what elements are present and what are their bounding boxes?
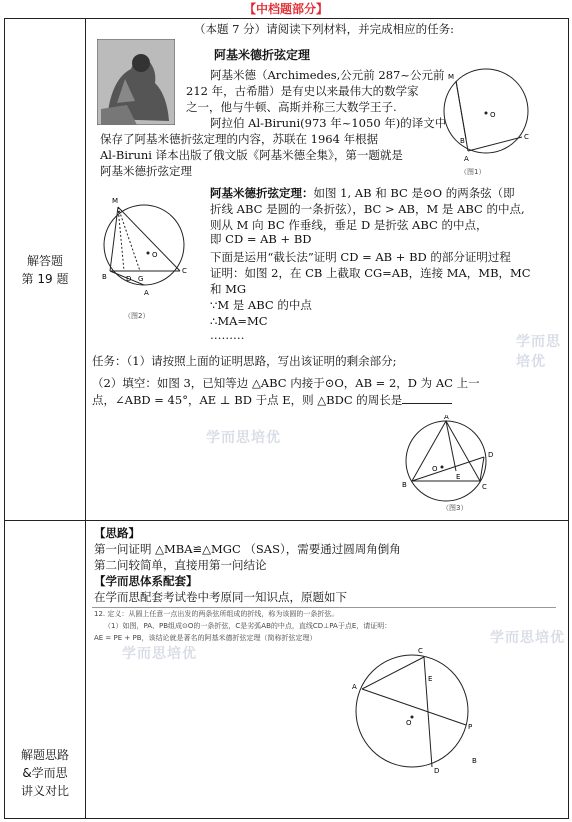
- svg-text:B: B: [472, 757, 477, 765]
- excerpt-diagram: [348, 645, 488, 775]
- worksheet-table: [4, 18, 569, 819]
- theorem-heading: 阿基米德折弦定理: [214, 48, 311, 62]
- figure-3-diagram: [398, 415, 502, 515]
- analysis-heading: 【思路】: [94, 526, 140, 540]
- text-line: 阿基米德折弦定理: [100, 164, 192, 178]
- row-label-problem: [5, 19, 86, 521]
- watermark-text: 学而思培优: [490, 630, 565, 646]
- analysis-line: 第一问证明 △MBA≌△MGC （SAS），需要通过圆周角倒角: [94, 542, 401, 556]
- svg-text:M: M: [448, 73, 455, 81]
- watermark-text: 学而思培优: [122, 646, 197, 662]
- svg-text:D: D: [488, 451, 494, 459]
- figure-1-caption: （图1）: [460, 168, 486, 176]
- label-line: 解答题: [26, 253, 63, 268]
- row-label-analysis: [5, 521, 86, 819]
- task-line: 任务：（1）请按照上面的证明思路，写出该证明的剩余部分;: [92, 354, 397, 368]
- svg-text:O: O: [152, 251, 158, 259]
- svg-text:C: C: [482, 483, 487, 491]
- label-line: 讲义对比: [20, 784, 69, 798]
- label-line: &学而思: [22, 766, 68, 780]
- analysis-line: 第二问较简单，直接用第一问结论: [94, 558, 267, 572]
- text-line: ∴MA=MC: [210, 314, 268, 328]
- svg-text:O: O: [490, 111, 496, 119]
- excerpt-line: （1）如图，PA、PB组成⊙O的一条折弦，C是劣弧AB的中点，直线CD⊥PA于点E，请证明：: [104, 622, 392, 630]
- svg-text:O: O: [432, 465, 438, 473]
- svg-text:A: A: [464, 155, 469, 163]
- excerpt-line: 12. 定义：从圆上任意一点出发的两条弦所组成的折线，称为该圆的一条折弦。: [94, 610, 339, 618]
- figure-2-caption: （图2）: [124, 312, 150, 320]
- svg-text:C: C: [182, 267, 187, 275]
- svg-text:D: D: [126, 275, 132, 283]
- text-line: 证明：如图 2，在 CB 上截取 CG=AB，连接 MA，MB，MC: [210, 266, 531, 280]
- svg-text:E: E: [456, 473, 461, 481]
- svg-text:D: D: [434, 767, 440, 775]
- svg-text:A: A: [444, 415, 449, 421]
- analysis-heading: 【学而思体系配套】: [94, 574, 198, 588]
- problem-cell: [86, 19, 569, 521]
- text-line: 保存了阿基米德折弦定理的内容，苏联在 1964 年根据: [100, 132, 379, 146]
- watermark-text: 学而思培优: [516, 334, 561, 370]
- text-line: ∵M 是 ABC 的中点: [210, 298, 312, 312]
- text-line: 阿基米德（Archimedes,公元前 287~公元前: [210, 68, 445, 82]
- section-tag: 【中档题部分】: [244, 2, 329, 16]
- svg-text:A: A: [144, 289, 149, 297]
- label-line: 解题思路: [20, 748, 69, 762]
- excerpt-divider: [92, 607, 556, 608]
- text-line: 下面是运用“截长法”证明 CD = AB + BD 的部分证明过程: [210, 250, 511, 264]
- svg-text:B: B: [460, 137, 465, 145]
- text-line: 如图 1, AB 和 BC 是⊙O 的两条弦（即: [313, 186, 515, 200]
- text-line: 折线 ABC 是圆的一条折弦），BC > AB，M 是 ABC 的中点,: [210, 202, 525, 216]
- text-line: Al-Biruni 译本出版了俄文版《阿基米德全集》，第一题就是: [100, 148, 403, 162]
- figure-3-caption: （图3）: [442, 504, 468, 512]
- text-line: 和 MG: [210, 282, 247, 296]
- watermark-text: 学而思培优: [206, 430, 281, 446]
- excerpt-line: AE = PE + PB，该结论就是著名的阿基米德折弦定理（简称折弦定理）: [94, 634, 317, 642]
- figure-1-diagram: [434, 63, 534, 173]
- task-line: （2）填空：如图 3，已知等边 △ABC 内接于⊙O，AB = 2，D 为 AC 上一: [92, 376, 480, 390]
- task-line: 点，∠ABD = 45°，AE ⊥ BD 于点 E，则 △BDC 的周长是: [92, 393, 403, 407]
- archimedes-portrait: [97, 39, 175, 125]
- figure-2-diagram: [98, 189, 190, 307]
- svg-text:O: O: [406, 719, 412, 727]
- text-line: 即 CD = AB + BD: [210, 232, 312, 246]
- svg-text:P: P: [468, 723, 473, 731]
- label-line: 第 19 题: [21, 271, 69, 286]
- svg-text:E: E: [428, 675, 433, 683]
- svg-text:B: B: [402, 481, 407, 489]
- problem-intro: （本题 7 分）请阅读下列材料，并完成相应的任务:: [194, 22, 454, 36]
- svg-text:B: B: [102, 273, 107, 281]
- analysis-line: 在学而思配套考试卷中考原同一知识点，原题如下: [94, 590, 347, 604]
- text-line: 212 年，古希腊）是有史以来最伟大的数学家: [186, 84, 419, 98]
- svg-text:G: G: [138, 275, 144, 283]
- analysis-cell: [86, 521, 569, 819]
- text-line: ………: [210, 328, 245, 342]
- svg-text:C: C: [524, 133, 529, 141]
- theorem-label: 阿基米德折弦定理：: [210, 186, 314, 200]
- svg-text:A: A: [352, 683, 357, 691]
- svg-text:C: C: [418, 647, 423, 655]
- answer-blank[interactable]: [402, 391, 452, 404]
- svg-text:M: M: [112, 197, 119, 205]
- text-line: 之一，他与牛顿、高斯并称三大数学王子.: [186, 100, 397, 114]
- text-line: 阿拉伯 Al-Biruni(973 年~1050 年)的译文中: [210, 116, 447, 130]
- text-line: 则从 M 向 BC 作垂线，垂足 D 是折弦 ABC 的中点，: [210, 218, 488, 232]
